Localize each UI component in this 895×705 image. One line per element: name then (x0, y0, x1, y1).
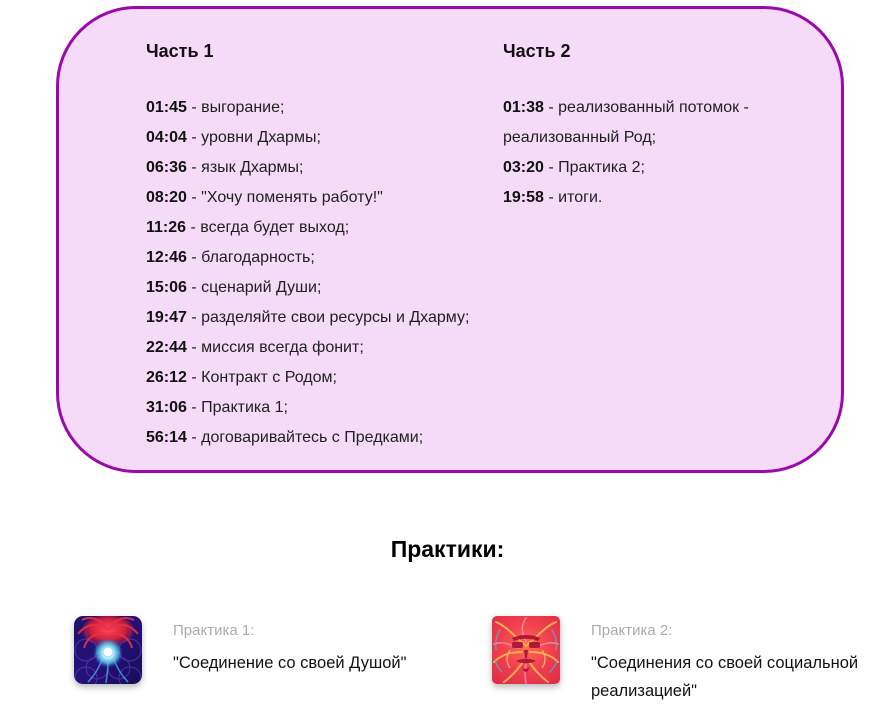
timestamp: 12:46 (146, 249, 187, 266)
practices-heading: Практики: (390, 536, 505, 562)
timestamp-item (146, 153, 516, 183)
timestamp-text: - реализованный потомок - реализованный Род; (503, 99, 749, 146)
timestamp: 01:38 (503, 99, 544, 116)
part2-title: Часть 2 (503, 41, 571, 61)
practice-1-thumbnail[interactable] (74, 616, 142, 684)
practice-1-label: Практика 1: (173, 622, 255, 639)
timestamp: 11:26 (146, 219, 187, 236)
practice-2-thumbnail[interactable] (492, 616, 560, 684)
timestamp: 08:20 (146, 189, 187, 206)
timestamp-item (503, 93, 813, 153)
timestamp: 26:12 (146, 369, 187, 386)
timestamp-item (146, 363, 516, 393)
timestamp: 03:20 (503, 159, 544, 176)
timestamp-text: - язык Дхармы; (191, 159, 304, 176)
timestamp-text: - "Хочу поменять работу!" (191, 189, 383, 206)
timestamp: 15:06 (146, 279, 187, 296)
timestamp-item (146, 393, 516, 423)
timestamp: 22:44 (146, 339, 187, 356)
timestamp-text: - Практика 1; (191, 399, 288, 416)
timestamp-text: - всегда будет выход; (190, 219, 350, 236)
practice-item-2 (492, 616, 872, 705)
timestamp: 01:45 (146, 99, 187, 116)
timestamp-item (146, 303, 516, 333)
sun-face-image (492, 616, 560, 684)
timestamp-item (146, 183, 516, 213)
timestamps-card (56, 6, 844, 473)
timestamp: 31:06 (146, 399, 187, 416)
timestamp-text: - итоги. (548, 189, 603, 206)
practice-2-label: Практика 2: (591, 622, 673, 639)
timestamp-item (503, 153, 813, 183)
timestamp: 04:04 (146, 129, 187, 146)
practice-2-title: "Соединения со своей социальной реализацией" (591, 654, 859, 700)
timestamp-item (146, 273, 516, 303)
timestamp-item (146, 243, 516, 273)
part1-title: Часть 1 (146, 41, 214, 61)
timestamp: 06:36 (146, 159, 187, 176)
timestamp-text: - разделяйте свои ресурсы и Дхарму; (191, 309, 470, 326)
timestamp-text: - Контракт с Родом; (191, 369, 337, 386)
timestamp-item (146, 93, 516, 123)
practice-1-text (173, 616, 451, 677)
timestamp-text: - выгорание; (191, 99, 285, 116)
practice-2-text (591, 616, 869, 705)
practice-item-1 (74, 616, 454, 684)
timestamp-text: - миссия всегда фонит; (191, 339, 364, 356)
timestamp-text: - Практика 2; (548, 159, 645, 176)
timestamp: 19:47 (146, 309, 187, 326)
part1-column (146, 39, 516, 453)
timestamp-text: - благодарность; (191, 249, 315, 266)
timestamp-text: - договаривайтесь с Предками; (191, 429, 424, 446)
part2-column (503, 39, 813, 213)
timestamp-item (146, 213, 516, 243)
timestamp: 56:14 (146, 429, 187, 446)
timestamp: 19:58 (503, 189, 544, 206)
timestamp-item (146, 123, 516, 153)
timestamp-item (146, 333, 516, 363)
soul-mandala-image (74, 616, 142, 684)
timestamp-text: - уровни Дхармы; (191, 129, 321, 146)
timestamp-item (146, 423, 516, 453)
timestamp-item (503, 183, 813, 213)
practice-1-title: "Соединение со своей Душой" (173, 654, 407, 672)
timestamp-text: - сценарий Души; (191, 279, 322, 296)
